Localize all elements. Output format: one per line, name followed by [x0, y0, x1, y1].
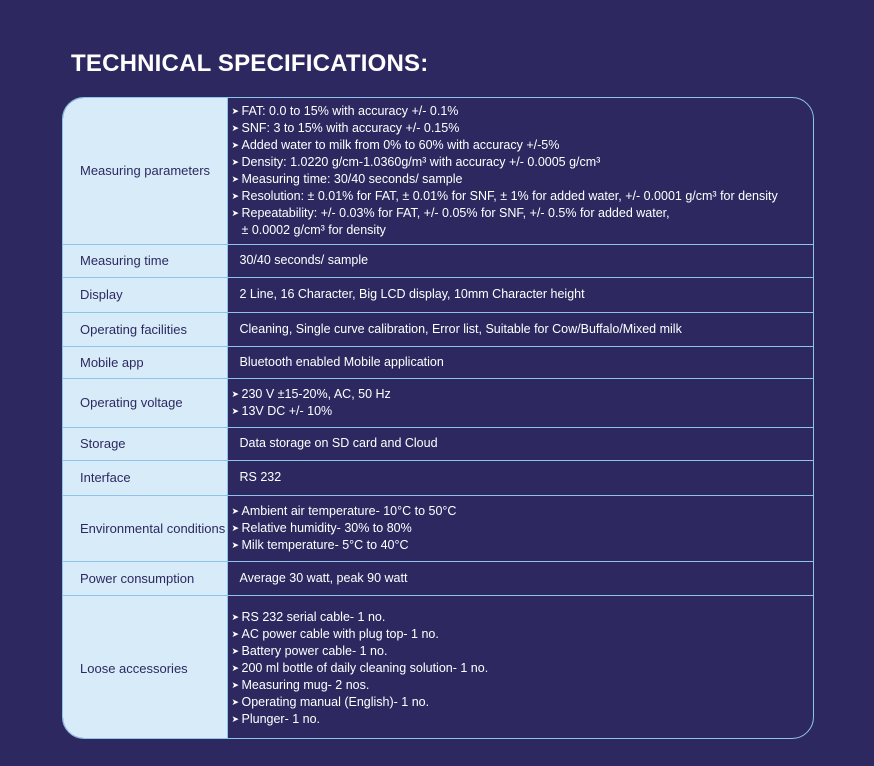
spec-row-mobile-app: [63, 346, 813, 378]
page-title: TECHNICAL SPECIFICATIONS:: [71, 50, 429, 77]
spec-value: Bluetooth enabled Mobile application: [227, 346, 813, 378]
list-item: [232, 188, 814, 205]
list-item-text: Relative humidity- 30% to 80%: [241, 520, 412, 535]
list-item-text: Battery power cable- 1 no.: [241, 643, 388, 658]
list-item-text: Operating manual (English)- 1 no.: [241, 694, 430, 709]
list-item: [232, 154, 814, 171]
spec-row-power-consumption: [63, 561, 813, 595]
list-item: [232, 626, 814, 643]
spec-value: Cleaning, Single curve calibration, Error list, Suitable for Cow/Buffalo/Mixed milk: [227, 312, 813, 346]
arrow-right-icon: ➤: [231, 405, 240, 416]
list-item-text: AC power cable with plug top- 1 no.: [241, 626, 439, 641]
arrow-right-icon: ➤: [231, 156, 240, 167]
spec-value-list: [227, 495, 813, 561]
list-item: [232, 643, 814, 660]
spec-value: Data storage on SD card and Cloud: [227, 427, 813, 460]
list-item-text: Plunger- 1 no.: [241, 711, 321, 726]
arrow-right-icon: ➤: [231, 173, 240, 184]
list-item: [232, 205, 814, 222]
list-item-text: Density: 1.0220 g/cm-1.0360g/m³ with accuracy +/- 0.0005 g/cm³: [241, 154, 601, 169]
list-item-text: RS 232 serial cable- 1 no.: [241, 609, 386, 624]
spec-row-display: [63, 277, 813, 312]
list-item: [232, 537, 814, 554]
arrow-right-icon: ➤: [231, 388, 240, 399]
spec-value: Average 30 watt, peak 90 watt: [227, 561, 813, 595]
list-item-text: Measuring time: 30/40 seconds/ sample: [241, 171, 463, 186]
arrow-right-icon: ➤: [231, 611, 240, 622]
list-item-text: 200 ml bottle of daily cleaning solution- 1 no.: [241, 660, 489, 675]
spec-row-operating-facilities: [63, 312, 813, 346]
list-item-text: Measuring mug- 2 nos.: [241, 677, 370, 692]
list-item: [232, 171, 814, 188]
arrow-right-icon: ➤: [231, 628, 240, 639]
spec-row-storage: [63, 427, 813, 460]
spec-label: Interface: [63, 460, 227, 495]
spec-row-measuring-parameters: [63, 98, 813, 244]
arrow-right-icon: ➤: [231, 679, 240, 690]
spec-row-environmental-conditions: [63, 495, 813, 561]
arrow-right-icon: ➤: [231, 105, 240, 116]
arrow-right-icon: ➤: [231, 505, 240, 516]
spec-label: Operating facilities: [63, 312, 227, 346]
spec-label: Measuring time: [63, 244, 227, 277]
list-item-text: Added water to milk from 0% to 60% with accuracy +/-5%: [241, 137, 560, 152]
specifications-table: [62, 97, 814, 739]
list-item-continuation: ± 0.0002 g/cm³ for density: [241, 222, 386, 237]
list-item: [232, 660, 814, 677]
spec-value-list: [227, 595, 813, 739]
spec-label: Display: [63, 277, 227, 312]
spec-value: RS 232: [227, 460, 813, 495]
arrow-right-icon: ➤: [231, 713, 240, 724]
list-item: [232, 694, 814, 711]
spec-row-loose-accessories: [63, 595, 813, 739]
spec-row-interface: [63, 460, 813, 495]
list-item: [232, 677, 814, 694]
list-item: [232, 103, 814, 120]
arrow-right-icon: ➤: [231, 139, 240, 150]
spec-label: Measuring parameters: [63, 98, 227, 244]
arrow-right-icon: ➤: [231, 645, 240, 656]
arrow-right-icon: ➤: [231, 539, 240, 550]
spec-label: Loose accessories: [63, 595, 227, 739]
list-item-text: Resolution: ± 0.01% for FAT, ± 0.01% for SNF, ± 1% for added water, +/- 0.0001 g/cm³ for density: [241, 188, 778, 203]
list-item: [232, 403, 814, 420]
list-item-text: Milk temperature- 5°C to 40°C: [241, 537, 409, 552]
list-item: [232, 503, 814, 520]
arrow-right-icon: ➤: [231, 207, 240, 218]
spec-row-measuring-time: [63, 244, 813, 277]
arrow-right-icon: ➤: [231, 522, 240, 533]
spec-label: Power consumption: [63, 561, 227, 595]
list-item: [232, 120, 814, 137]
list-item: [232, 609, 814, 626]
spec-value: 2 Line, 16 Character, Big LCD display, 10mm Character height: [227, 277, 813, 312]
spec-label: Operating voltage: [63, 378, 227, 427]
arrow-right-icon: ➤: [231, 696, 240, 707]
arrow-right-icon: ➤: [231, 122, 240, 133]
list-item: [232, 386, 814, 403]
list-item-text: Repeatability: +/- 0.03% for FAT, +/- 0.05% for SNF, +/- 0.5% for added water,: [241, 205, 670, 220]
list-item-text: Ambient air temperature- 10°C to 50°C: [241, 503, 457, 518]
spec-value: 30/40 seconds/ sample: [227, 244, 813, 277]
list-item-text: SNF: 3 to 15% with accuracy +/- 0.15%: [241, 120, 460, 135]
list-item-text: FAT: 0.0 to 15% with accuracy +/- 0.1%: [241, 103, 459, 118]
spec-row-operating-voltage: [63, 378, 813, 427]
spec-label: Storage: [63, 427, 227, 460]
arrow-right-icon: ➤: [231, 190, 240, 201]
list-item: [232, 137, 814, 154]
list-item-text: 230 V ±15-20%, AC, 50 Hz: [241, 386, 391, 401]
list-item: [232, 711, 814, 728]
spec-label: Environmental conditions: [63, 495, 227, 561]
spec-value-list: [227, 98, 813, 244]
arrow-right-icon: ➤: [231, 662, 240, 673]
list-item-text: 13V DC +/- 10%: [241, 403, 333, 418]
spec-label: Mobile app: [63, 346, 227, 378]
spec-value-list: [227, 378, 813, 427]
list-item: [232, 520, 814, 537]
